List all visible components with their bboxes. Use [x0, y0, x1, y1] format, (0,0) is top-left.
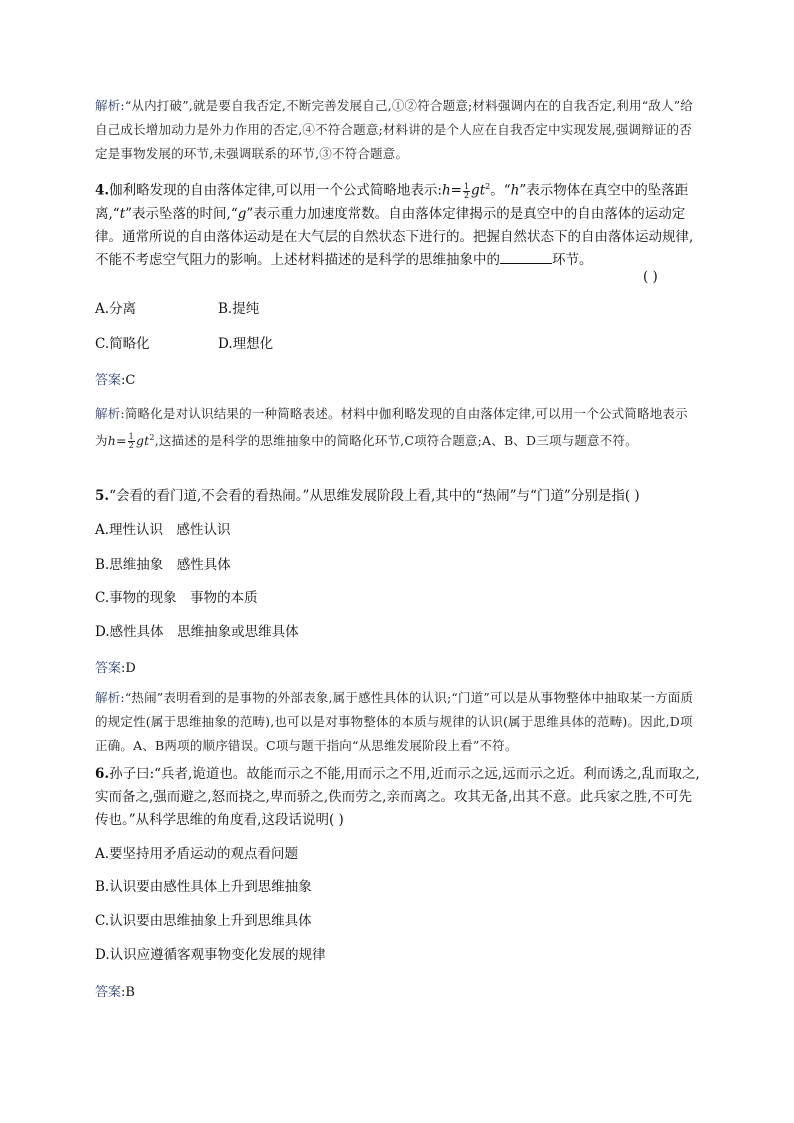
option-c: C.简略化 [95, 336, 150, 352]
formula-gt: gt [135, 433, 150, 449]
answer-line [95, 369, 135, 388]
answer-value: :C [121, 373, 136, 388]
option-b: B.认识要由感性具体上升到思维抽象 [95, 879, 312, 895]
explanation-text: :简略化是对认识结果的一种简略表述。材料中伽利略发现的自由落体定律,可以用一个公式简略地表示为 [95, 406, 688, 449]
option-a: A.分离 [95, 301, 137, 317]
q3-explanation [95, 94, 700, 166]
var-g: g [237, 205, 247, 222]
answer-line [95, 657, 136, 676]
fraction-denominator: 2 [463, 190, 470, 200]
option-d: D.感性具体 思维抽象或思维具体 [95, 624, 299, 640]
explanation-label: 解析 [95, 406, 121, 421]
answer-value: :B [121, 985, 135, 1000]
explanation-text: ,这描述的是科学的思维抽象中的简略化环节,C项符合题意;A、B、D三项与题意不符。 [154, 433, 638, 449]
option-a: A.要坚持用矛盾运动的观点看问题 [95, 846, 299, 862]
question-number: 6. [95, 766, 110, 782]
fraction-denominator: 2 [128, 441, 134, 451]
question-text-part: 。“ [490, 182, 511, 199]
option-c: C.事物的现象 事物的本质 [95, 590, 258, 606]
question-4 [95, 175, 700, 272]
question-text-part: ”表示物体在真空中的坠落距离,“ [95, 182, 689, 222]
explanation-label: 解析 [95, 98, 121, 113]
question-number: 5. [95, 488, 110, 504]
q4-explanation [95, 402, 700, 453]
formula-eq: = [115, 433, 127, 449]
explanation-label: 解析 [95, 690, 121, 705]
question-text-part: ”表示重力加速度常数。自由落体定律揭示的是真空中的自由落体的运动定律。通常所说的自由落体运动是在大气层的自然状态下进行的。把握自然状态下的自由落体运动规律,不能不考虑空气阻力的影响。上述材料描述的是科学的思维抽象中的 [95, 205, 694, 268]
option-d: D.认识应遵循客观事物变化发展的规律 [95, 947, 326, 963]
answer-label: 答案 [95, 985, 122, 1000]
option-a: A.理性认识 感性认识 [95, 522, 231, 538]
question-text: 孙子曰:“兵者,诡道也。故能而示之不能,用而示之不用,近而示之远,远而示之近。利而诱之,乱而取之,实而备之,强而避之,怒而挠之,卑而骄之,佚而劳之,亲而离之。攻其无备,出其不意。此兵家之胜,不可先传也。”从科学思维的角度看,这段话说明( ) [95, 766, 700, 828]
question-text-part: 伽利略发现的自由落体定律,可以用一个公式简略地表示: [109, 182, 442, 199]
question-6 [95, 763, 700, 832]
formula-eq: = [450, 182, 462, 199]
option-b: B.提纯 [218, 301, 260, 317]
answer-line [95, 981, 135, 1000]
formula-fraction [463, 183, 470, 200]
option-c: C.认识要由思维抽象上升到思维具体 [95, 913, 312, 929]
explanation-text: :“热闹”表明看到的是事物的外部表象,属于感性具体的认识;“门道”可以是从事物整体中抽取某一方面质的规定性(属于思维抽象的范畴),也可以是对事物整体的本质与规律的认识(属于思维具体的范畴)。因此,D项正确。A、B两项的顺序错误。C项与题干指向“从思维发展阶段上看”不符。 [95, 690, 694, 753]
answer-label: 答案 [95, 661, 122, 676]
question-5 [95, 485, 700, 508]
answer-value: :D [121, 661, 136, 676]
question-number: 4. [95, 182, 110, 199]
formula-fraction [128, 433, 135, 450]
explanation-text: :“从内打破”,就是要自我否定,不断完善发展自己,①②符合题意;材料强调内在的自我否定,利用“敌人”给自己成长增加动力是外力作用的否定,④不符合题意;材料讲的是个人应在自我否定中实现发展,强调辩证的否定是事物发展的环节,未强调联系的环节,③不符合题意。 [95, 98, 693, 161]
answer-label: 答案 [95, 373, 122, 388]
option-d: D.理想化 [218, 336, 274, 352]
q5-explanation [95, 686, 700, 758]
var-t: t [119, 205, 126, 222]
formula-exponent: 2 [149, 433, 155, 442]
formula-exponent: 2 [485, 182, 491, 191]
fraction-numerator: 1 [463, 181, 470, 191]
answer-blank [500, 249, 552, 264]
fraction-numerator: 1 [128, 432, 134, 442]
formula-h: h [107, 433, 116, 449]
question-text: “会看的看门道,不会看的看热闹。”从思维发展阶段上看,其中的“热闹”与“门道”分别是指( ) [109, 488, 640, 504]
formula-gt: gt [471, 182, 486, 199]
option-b: B.思维抽象 感性具体 [95, 557, 231, 573]
var-h: h [510, 182, 520, 199]
formula-h: h [441, 182, 451, 199]
question-text-part: ”表示坠落的时间,“ [125, 205, 238, 222]
answer-paren: ( ) [643, 269, 658, 285]
question-text-part: 环节。 [552, 251, 593, 268]
